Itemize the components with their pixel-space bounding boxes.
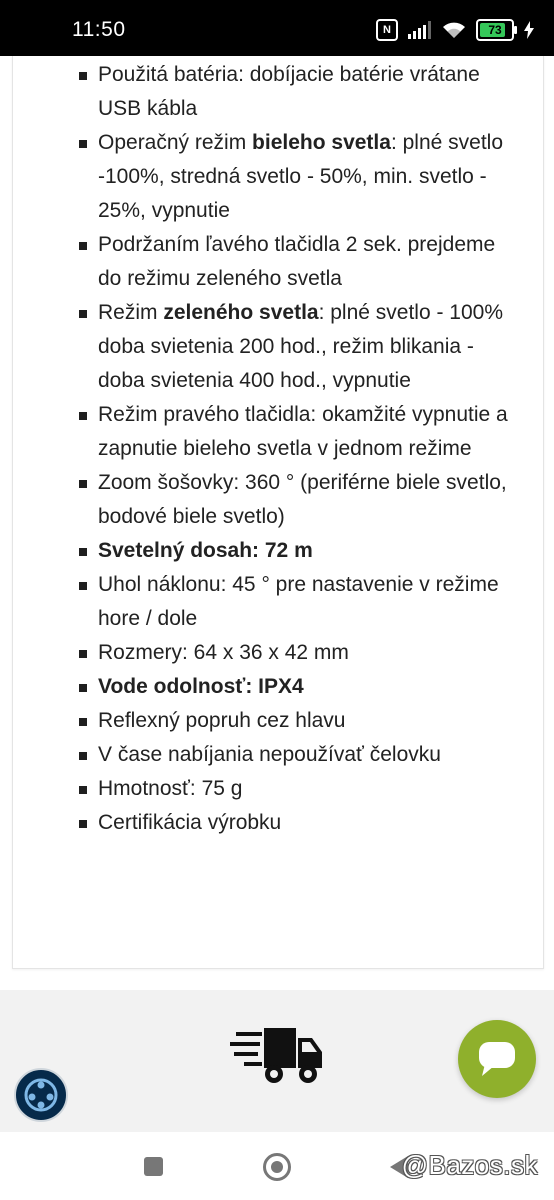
system-nav-bar: [0, 1132, 554, 1200]
spec-text: Hmotnosť: 75 g: [98, 777, 243, 800]
spec-list-item: [79, 772, 509, 806]
wifi-icon: [442, 21, 466, 39]
spec-list-item: [79, 466, 509, 534]
spec-list-item: [79, 704, 509, 738]
spec-list-item: [79, 228, 509, 296]
status-icons: [376, 17, 534, 43]
spec-bold-text: Svetelný dosah: 72 m: [98, 539, 313, 562]
spec-text: Podržaním ľavého tlačidla 2 sek. prejdeme do režimu zeleného svetla: [98, 233, 496, 290]
spec-bold-text: zeleného svetla: [163, 301, 319, 324]
spec-list-item: [79, 58, 509, 126]
spec-text: Operačný režim: [98, 131, 253, 154]
spec-list-item: [79, 738, 509, 772]
status-bar: [0, 0, 554, 56]
spec-text: : plné svetlo -100%, stredná svetlo - 50%, min. svetlo - 25%, vypnutie: [98, 131, 504, 222]
battery-icon: [476, 19, 514, 41]
spec-list-item: [79, 806, 509, 840]
home-button[interactable]: [263, 1153, 291, 1181]
spec-list-item: [79, 296, 509, 398]
spec-text: : plné svetlo - 100% doba svietenia 200 hod., režim blikania - doba svietenia 400 hod., vypnutie: [98, 301, 504, 392]
battery-level: 73: [488, 23, 502, 37]
spec-bold-text: bieleho svetla: [252, 131, 391, 154]
spec-text: Režim pravého tlačidla: okamžité vypnutie a zapnutie bieleho svetla v jednom režime: [98, 403, 508, 460]
spec-list-item: [79, 670, 509, 704]
spec-text: Zoom šošovky: 360 ° (periférne biele svetlo, bodové biele svetlo): [98, 471, 507, 528]
footer-band: [0, 990, 554, 1132]
spec-text: Reflexný popruh cez hlavu: [98, 709, 346, 732]
accessibility-icon: [16, 1070, 66, 1120]
chat-bubble-icon: [458, 1020, 536, 1098]
nfc-icon: N: [376, 19, 398, 41]
spec-text: V čase nabíjania nepoužívať čelovku: [98, 743, 441, 766]
specs-list: [79, 58, 509, 840]
clock: 11:50: [72, 18, 126, 41]
spec-list-item: [79, 568, 509, 636]
spec-text: Uhol náklonu: 45 ° pre nastavenie v režime hore / dole: [98, 573, 499, 630]
chat-button[interactable]: [458, 1020, 536, 1098]
spec-list-item: [79, 398, 509, 466]
signal-icon: [408, 21, 432, 39]
charging-icon: [524, 21, 534, 39]
product-specs-card: [12, 56, 544, 969]
spec-list-item: [79, 534, 509, 568]
spec-text: Rozmery: 64 x 36 x 42 mm: [98, 641, 349, 664]
recents-button[interactable]: [144, 1157, 163, 1176]
accessibility-button[interactable]: [14, 1068, 68, 1122]
delivery-truck-icon: [230, 1024, 326, 1090]
spec-bold-text: Vode odolnosť: IPX4: [98, 675, 304, 698]
spec-text: Certifikácia výrobku: [98, 811, 282, 834]
watermark: @Bazos.sk: [401, 1150, 538, 1180]
spec-list-item: [79, 126, 509, 228]
spec-list-item: [79, 636, 509, 670]
spec-text: Použitá batéria: dobíjacie batérie vrátane USB kábla: [98, 63, 480, 120]
spec-text: Režim: [98, 301, 164, 324]
